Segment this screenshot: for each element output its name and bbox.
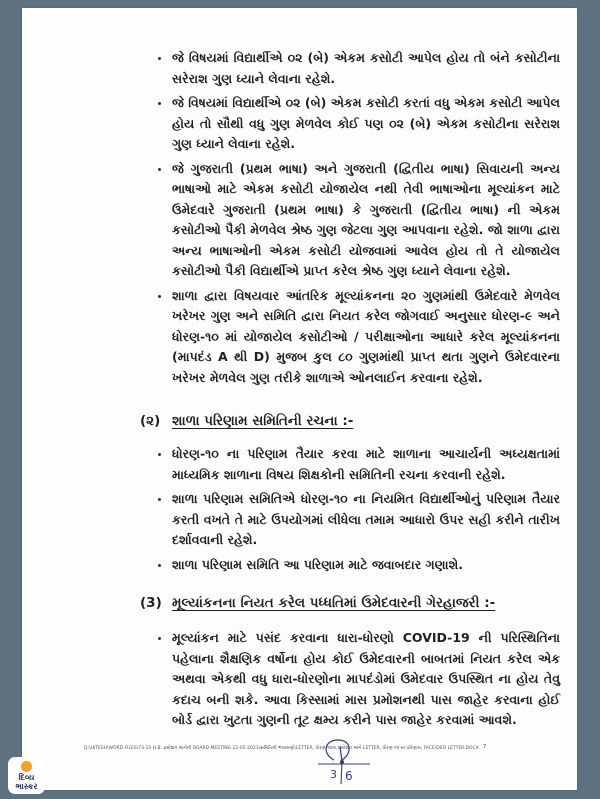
- bullet-icon: [158, 498, 161, 501]
- list-item: [22, 286, 577, 389]
- footer-file-path: D:\HITESH\WORD FILES\73-10 H.B. પ્રમોશન અંગેની BOARD MEETING 22-05-2021\સમિતિની ભલામણો\LETTER, ધોરણ-૧૦ના પ્રમોશન અંગે LETTER, ધોરણ-૧૦ મા પરિણામ, FACE\DEO LETTER.DOCX: [84, 746, 479, 751]
- bullet-icon: [158, 637, 161, 640]
- logo-text-line1: દિવ્ય: [18, 773, 35, 782]
- handwritten-page-numerator: 3: [330, 768, 337, 781]
- bullet-icon: [158, 102, 161, 105]
- signature-loop: [326, 740, 349, 760]
- signature-divider: [341, 762, 342, 784]
- list-item-text: જે ગુજરાતી (પ્રથમ ભાષા) અને ગુજરાતી (દ્વિતીય ભાષા) સિવાયની અન્ય ભાષાઓ માટે એકમ કસોટી યોજાયેલ નથી તેવી ભાષાઓના મૂલ્યાંકન માટે ઉમેદવારે ગુજરાતી (પ્રથમ ભાષા) કે ગુજરાતી (દ્વિતીય ભાષા) ની એકમ કસોટીઓ પૈકી મેળવેલ શ્રેષ્ઠ ગુણ જેટલા ગુણ આપવાના રહેશે. જો શાળા દ્વારા અન્ય ભાષાઓની એકમ કસોટી યોજવામાં આવેલ હોય તો તે યોજાયેલ કસોટીઓ પૈકી વિદ્યાર્થીએ પ્રાપ્ત કરેલ શ્રેષ્ઠ ગુણ ધ્યાને લેવાના રહેશે.: [172, 160, 560, 278]
- handwritten-signature: [312, 738, 372, 788]
- list-item-text: ધોરણ-૧૦ ના પરિણામ તૈયાર કરવા માટે શાળાના આચાર્યની અધ્યક્ષતામાં માધ્યમિક શાળાના વિષય શિક્ષકોની સમિતિની રચના કરવાની રહેશે.: [172, 446, 560, 482]
- list-item: [22, 628, 577, 731]
- logo-sun-icon: [21, 761, 32, 772]
- section-number: (3): [140, 595, 162, 611]
- handwritten-page-denominator: 6: [345, 769, 353, 783]
- list-item-text: શાળા દ્વારા વિષયવાર આંતરિક મૂલ્યાંકનના ૨૦ ગુણમાંથી ઉમેદવારે મેળવેલ ખરેખર ગુણ અને સમિતિ દ્વારા નિયત કરેલ જોગવાઈ અનુસાર ધોરણ-૯ અને ધોરણ-૧૦ માં યોજાયેલ કસોટીઓ / પરીક્ષાઓના આધારે કરેલ મૂલ્યાંકનના (માપદંડ A થી D) મુજબ કુલ ૮૦ ગુણમાંથી પ્રાપ્ત થતા ગુણને ઉમેદવારના ખરેખર મેળવેલ ગુણ તરીકે શાળાએ ઓનલાઈન કરવાના રહેશે.: [172, 287, 560, 385]
- list-item-text: શાળા પરિણામ સમિતિએ ધોરણ-૧૦ ના નિયમિત વિદ્યાર્થીઓનું પરિણામ તૈયાર કરતી વખતે તે માટે ઉપયોગમાં લીધેલા તમામ આધારો ઉપર સહી કરીને તારીખ દર્શાવવાની રહેશે.: [172, 491, 560, 547]
- list-item-text: મૂલ્યાંકન માટે પસંદ કરવાના ધારા-ધોરણો COVID-19 ની પરિસ્થિતિના પહેલાના શૈક્ષણિક વર્ષોના હોય કોઈ ઉમેદવારની બાબતમાં નિયત કરેલ એક અથવા એકથી વધુ ધારા-ધોરણોના માપદંડોમાં ઉમેદવાર ઉપસ્થિત ના હોય તેવુ કદાચ બની શકે. આવા કિસ્સામાં માસ પ્રમોશનથી પાસ જાહેર કરવાના હોઈ બોર્ડ દ્વારા ખુટતા ગુણની તૂટ ક્ષમ્ય કરીને પાસ જાહેર કરવામાં આવશે.: [172, 630, 560, 727]
- bullet-icon: [158, 57, 161, 60]
- list-item-text: જે વિષયમાં વિદ્યાર્થીએ ૦૨ (બે) એકમ કસોટી કરતાં વધુ એકમ કસોટી આપેલ હોય તો સૌથી વધુ ગુણ મેળવેલ કોઈ પણ ૦૨ (બે) એકમ કસોટીના સરેરાશ ગુણ ધ્યાને લેવાના રહેશે.: [172, 95, 560, 151]
- list-item: [22, 489, 577, 551]
- logo-text-line2: ભાસ્કર: [15, 782, 38, 791]
- list-item-text: શાળા પરિણામ સમિતિ આ પરિણામ માટે જવાબદાર ગણાશે.: [172, 556, 463, 572]
- signature-dot: [340, 760, 344, 764]
- section-title: શાળા પરિણામ સમિતિની રચના :-: [172, 413, 354, 429]
- list-item: [22, 444, 577, 485]
- bullet-icon: [158, 453, 161, 456]
- bullet-icon: [158, 295, 161, 298]
- section3-bullet-list: [22, 628, 577, 735]
- list-item: [22, 555, 577, 576]
- section-title: મૂલ્યાંકનના નિયત કરેલ પધ્ધતિમાં ઉમેદવારની ગેરહાજરી :-: [172, 595, 496, 611]
- section2-bullet-list: [22, 444, 577, 579]
- section-number: (૨): [140, 413, 161, 429]
- footer-page-number: 7: [483, 744, 487, 750]
- section1-bullet-list: [22, 48, 577, 392]
- list-item: [22, 48, 577, 89]
- document-page: [22, 8, 577, 790]
- list-item: [22, 93, 577, 155]
- divya-bhaskar-logo: [8, 757, 45, 794]
- bullet-icon: [158, 564, 161, 567]
- list-item-text: જે વિષયમાં વિદ્યાર્થીએ ૦૨ (બે) એકમ કસોટી આપેલ હોય તો બંને કસોટીના સરેરાશ ગુણ ધ્યાને લેવાના રહેશે.: [172, 50, 560, 86]
- list-item: [22, 159, 577, 282]
- signature-stem: [340, 746, 342, 762]
- bullet-icon: [158, 168, 161, 171]
